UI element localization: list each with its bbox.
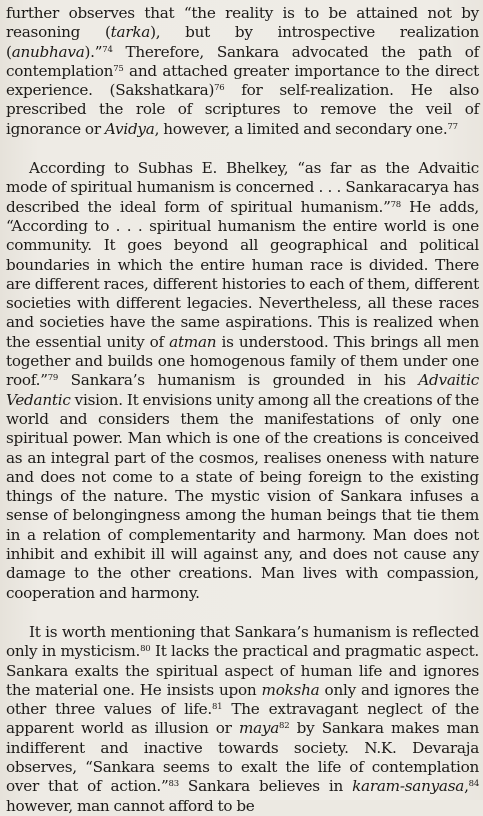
footnote-ref: 84 [468,779,479,790]
footnote-ref: 74 [102,44,113,55]
text-run: It is worth mentioning that Sankara’s humanism is reflected only in mysticism. [6,622,479,661]
text-run: for self-realization. He also prescribed the role of scriptures to remove the veil of ignorance or [6,81,479,138]
italic-term: Advaitic Vedantic [6,371,479,409]
footnote-ref: 83 [168,779,179,790]
text-run: The extravagant neglect of the apparent world as illusion or [6,700,480,738]
text-run: According to Subhas E. Bhelkey, “as far as the Advaitic mode of spiritual humanism is concerned . . . Sankaracarya has described the ideal form of spiritual humanism.” [6,159,479,216]
text-run: It lacks the practical and pragmatic aspect. Sankara exalts the spiritual aspect of human life and ignores the material one. He insists upon [6,642,479,699]
text-run: however, man cannot afford to be [6,796,255,815]
paragraph-spiritual-humanism [6,159,479,603]
text-run: only and ignores the other three values of life. [6,680,479,719]
italic-term: karam-sanyasa [352,777,465,796]
footnote-ref: 76 [214,83,225,94]
footnote-ref: 75 [113,63,124,74]
italic-term: moksha [261,680,320,699]
footnote-ref: 82 [279,721,290,732]
footnote-ref: 80 [140,644,151,655]
italic-term: Avidya [104,119,155,138]
text-run: Sankara’s humanism is grounded in his [58,371,419,390]
text-run: by Sankara makes man indifferent and inactive towards society. N.K. Devaraja observes, “Sankara seems to exalt the life of contemplation over that of action.” [6,719,479,796]
text-run: and attached greater importance to the direct experience. (Sakshatkara) [6,61,479,100]
footnote-ref: 77 [447,121,458,132]
italic-term: anubhava [11,42,85,61]
text-run: Therefore, Sankara advocated the path of contemplation [6,42,479,80]
paragraph-mysticism-critique [6,623,479,816]
footnote-ref: 79 [47,373,59,384]
text-run: vision. It envisions unity among all the creations of the world and considers them the manifestations of only one spiritual power. Man which is one of the creations is conceived as an integral part of the cosmos, realises oneness with nature and does not come to a state of being foreign to the existing things of the nature. The mystic vision of Sankara infuses a sense of belongingness among the human beings that tie them in a relation of complementarity and harmony. Man does not inhibit and exhibit ill will against any, and does not cause any damage to the other creations. Man lives with compassion, cooperation and harmony. [6,390,479,602]
footnote-ref: 78 [390,199,401,210]
text-run: ), but by introspective realization ( [6,23,479,61]
italic-term: tarka [110,23,151,42]
text-run: is understood. This brings all men together and builds one homogenous family of them under one roof.” [6,332,479,390]
text-run: , however, a limited and secondary one. [154,119,448,138]
italic-term: maya [238,719,280,738]
paragraph-sankara-contemplation [6,4,479,139]
footnote-ref: 81 [211,702,223,713]
text-run: Sankara believes in [178,777,353,796]
text-run: He adds, “According to . . . spiritual humanism the entire world is one community. It goes beyond all geographical and political boundaries in which the entire human race is divided. There are different races, different histories to each of them, different societies with different legacies. Nevertheless, all these races and societies have the same aspirations. This is realized when the essential unity of [6,197,479,351]
text-run: ).” [84,42,103,61]
italic-term: atman [169,332,217,351]
text-run: further observes that “the reality is to be attained not by reasoning ( [6,4,479,42]
text-run: , [464,777,469,796]
